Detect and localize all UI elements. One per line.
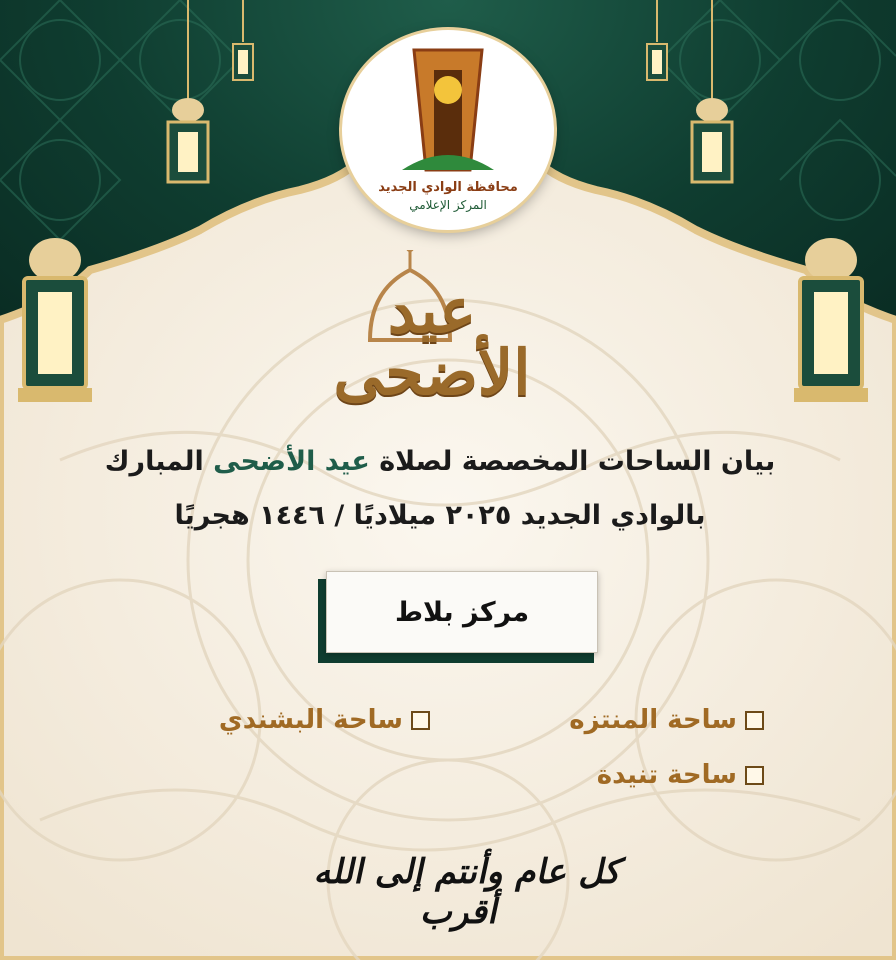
lantern-small-left bbox=[228, 0, 258, 90]
headline-part2: المبارك bbox=[104, 446, 214, 477]
lantern-left-hanging bbox=[160, 0, 216, 200]
venue-label: ساحة تنيدة bbox=[596, 760, 737, 790]
logo-emblem-icon bbox=[342, 30, 554, 180]
center-label-box bbox=[318, 571, 598, 663]
checkbox-icon bbox=[745, 766, 764, 785]
center-label: مركز بلاط bbox=[394, 596, 530, 628]
lantern-small-right bbox=[642, 0, 672, 90]
checkbox-icon bbox=[411, 711, 430, 730]
venue-label: ساحة المنتزه bbox=[569, 705, 737, 735]
venue-item bbox=[569, 705, 764, 735]
venue-label: ساحة البشندي bbox=[218, 705, 403, 735]
venue-item bbox=[219, 705, 430, 735]
headline-highlight: عيد الأضحى bbox=[213, 446, 370, 477]
center-label-face bbox=[326, 571, 598, 653]
headline-part1: بيان الساحات المخصصة لصلاة bbox=[369, 446, 776, 477]
governorate-logo bbox=[342, 30, 554, 230]
headline bbox=[40, 446, 840, 477]
lantern-left-large bbox=[10, 220, 100, 420]
date-line: بالوادي الجديد ٢٠٢٥ ميلاديًا / ١٤٤٦ هجريًا bbox=[174, 500, 706, 531]
eid-title-art: عيد الأضحى bbox=[333, 274, 531, 409]
logo-title: محافظة الوادي الجديد bbox=[378, 180, 518, 195]
lantern-right-hanging bbox=[684, 0, 740, 200]
lantern-right-large bbox=[786, 220, 876, 420]
venue-item bbox=[597, 760, 764, 790]
checkbox-icon bbox=[745, 711, 764, 730]
greeting-calligraphy: كل عام وأنتم إلى الله أقرب bbox=[311, 852, 627, 932]
logo-subtitle: المركز الإعلامي bbox=[409, 198, 487, 212]
